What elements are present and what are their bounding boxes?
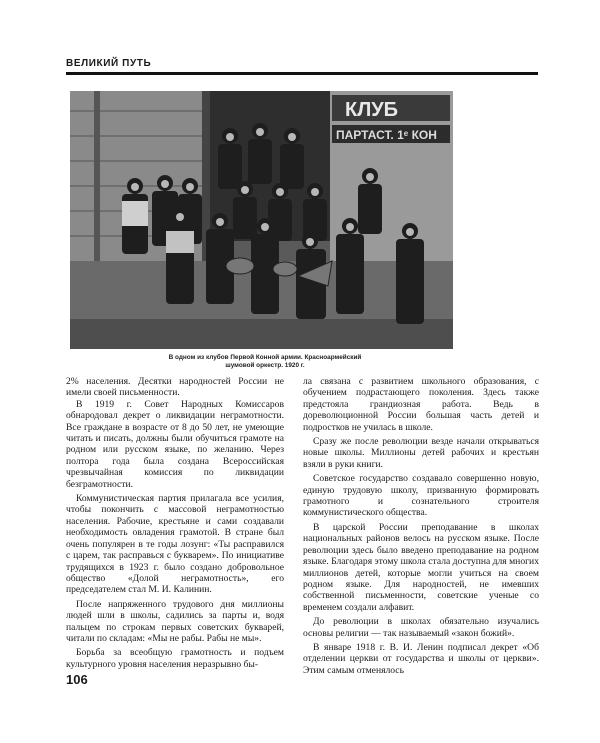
paragraph: После напряженного трудового дня миллионы людей шли в школы, садились за парты и, водя пальцем по строкам первых советских букварей, читали по складам: «Мы не рабы. Рабы не мы». (66, 598, 284, 644)
right-column (303, 376, 539, 676)
photo-caption (120, 354, 410, 370)
paragraph: До революции в школах обязательно изучались основы религии — так называемый «закон божий». (303, 616, 539, 639)
running-header (66, 58, 536, 69)
paragraph: Сразу же после революции везде начали открываться новые школы. Миллионы детей рабочих и крестьян взяли в руки книги. (303, 436, 539, 470)
paragraph: В 1919 г. Совет Народных Комиссаров обнародовал декрет о ликвидации неграмотности. Все граждане в возрасте от 8 до 50 лет, не умеющие читать и писать, должны были обучиться грамоте на родном или русском языке, по желанию. Через полтора года была создана Всероссийская чрезвычайная комиссия по ликвидации безграмотности. (66, 398, 284, 490)
paragraph: В царской России преподавание в школах национальных районов велось на русском языке. После революции здесь было введено преподавание на родном языке. Благодаря этому школа стала доступна для многих миллионов детей, которые могли учиться на своем родном языке. Для народностей, не имевших собственной письменности, советские ученые со временем создали алфавит. (303, 521, 539, 613)
paragraph: Советское государство создавало совершенно новую, единую трудовую школу, призванную формировать грамотного и сознательного строителя коммунистического общества. (303, 473, 539, 519)
caption-line-2: шумовой оркестр. 1920 г. (225, 362, 305, 369)
historical-photo (70, 91, 453, 349)
page-number: 106 (66, 672, 88, 687)
paragraph: В январе 1918 г. В. И. Ленин подписал декрет «Об отделении церкви от государства и школы от церкви». Этим самым отменялось (303, 641, 539, 676)
paragraph: Борьба за всеобщую грамотность и подъем культурного уровня населения неразрывно бы- (66, 647, 284, 670)
paragraph: 2% населения. Десятки народностей России не имели своей письменности. (66, 376, 284, 399)
caption-line-1: В одном из клубов Первой Конной армии. Красноармейский (168, 354, 362, 361)
running-title: ВЕЛИКИЙ ПУТЬ (66, 58, 152, 69)
paragraph: ла связана с развитием школьного образования, с обучением подрастающего поколения. Здесь также предстояла грандиозная работа. Ведь в дореволюционной России большая часть детей и подростков не училась в школе. (303, 376, 539, 433)
header-rule (66, 72, 538, 75)
paragraph: Коммунистическая партия прилагала все усилия, чтобы покончить с массовой неграмотностью населения. Рабочие, крестьяне и сами создавали необходимость овладения грамотой. В стране был очень популярен в те годы лозунг: «Ты расправился с царем, так расправься с букварем». По инициативе трудящихся в 1923 г. было создано добровольное общество «Долой неграмотность», его председателем стал М. И. Калинин. (66, 493, 284, 596)
club-sign-text: КЛУБ (345, 99, 399, 121)
left-column (66, 376, 284, 670)
banner-text: ПАРТАСТ. 1ᵉ КОН (336, 128, 437, 142)
